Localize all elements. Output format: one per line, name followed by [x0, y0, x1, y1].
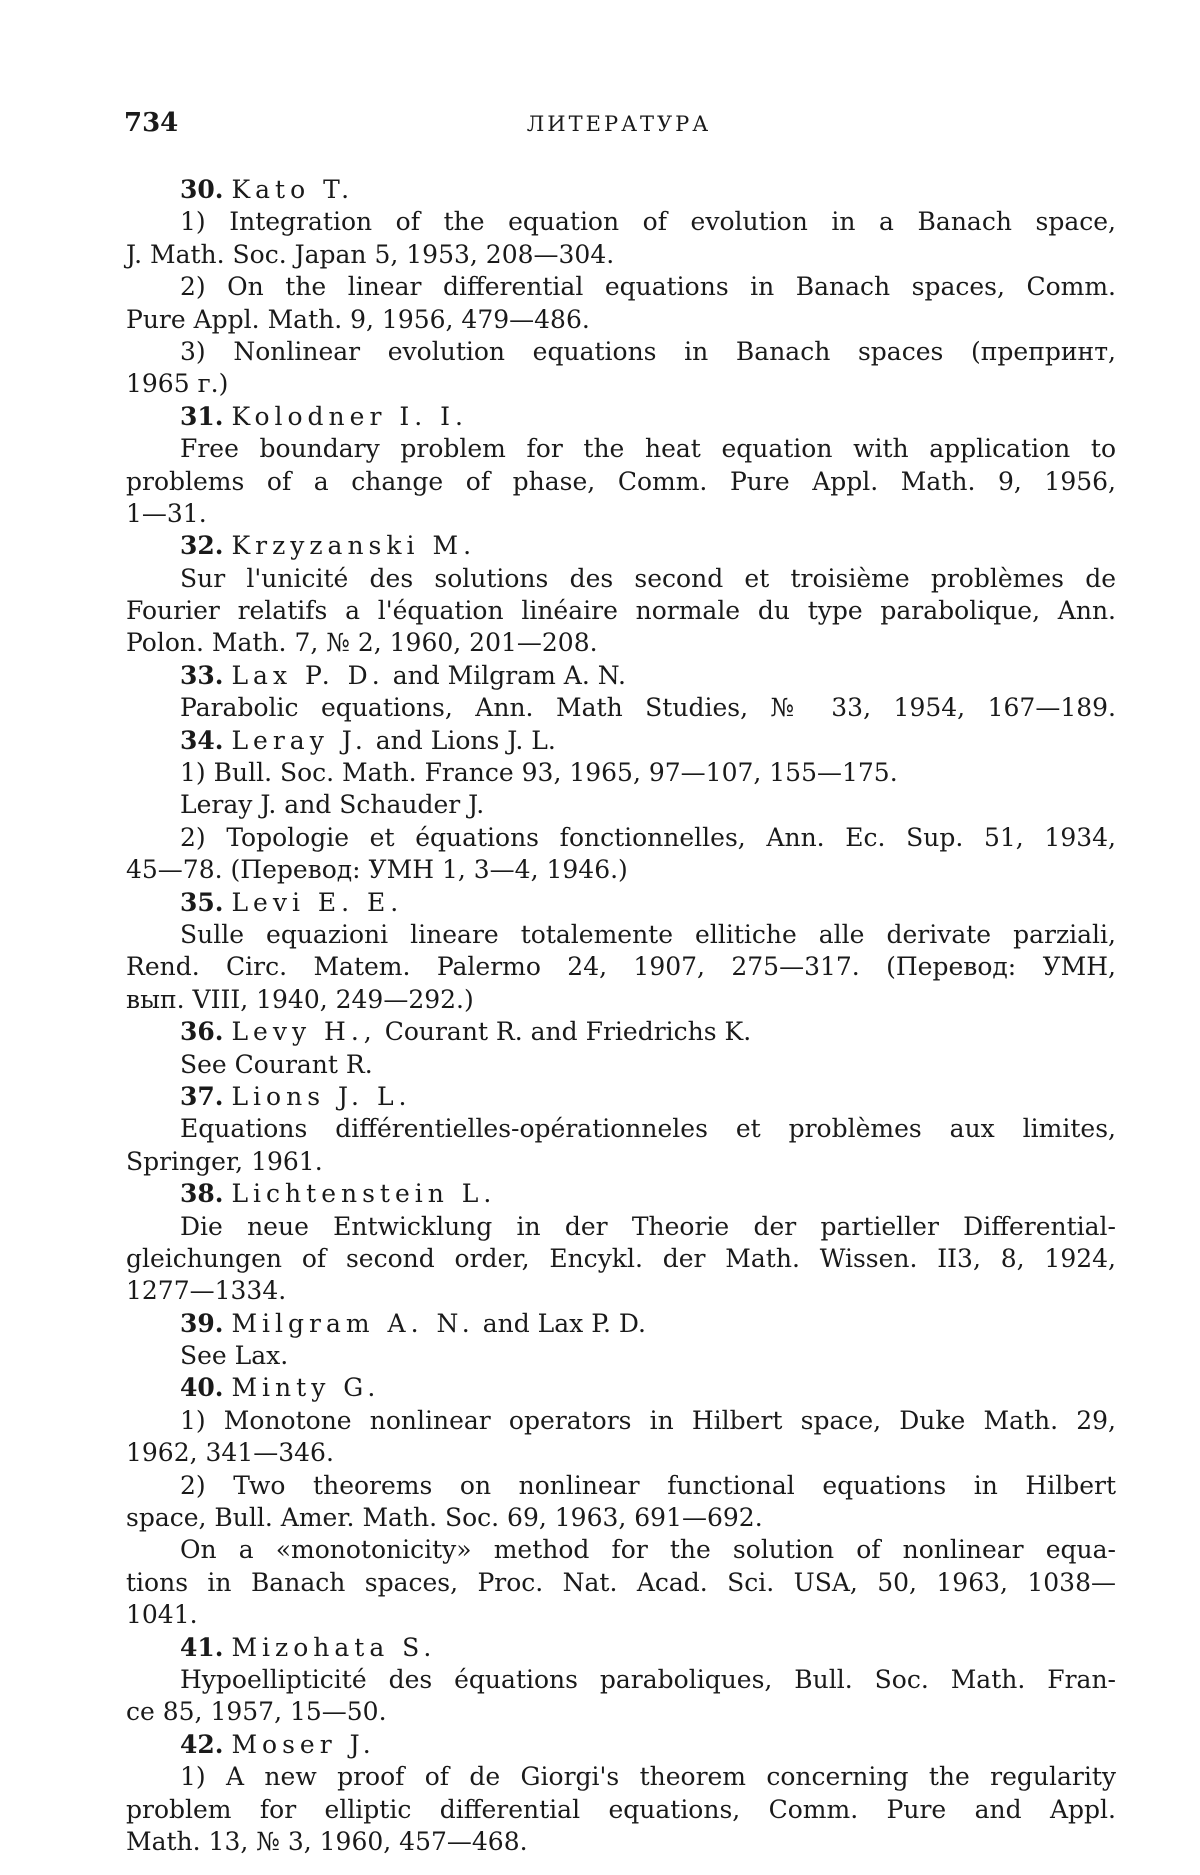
- reference-heading: [126, 174, 1116, 206]
- reference-number: 35.: [180, 888, 224, 917]
- reference-coauthors: Courant R. and Friedrichs K.: [385, 1017, 751, 1046]
- reference-text-line: 1277—1334.: [126, 1275, 1116, 1307]
- reference-text-line: 3) Nonlinear evolution equations in Banach spaces (препринт,: [126, 336, 1116, 368]
- reference-text-line: 1965 г.): [126, 368, 1116, 400]
- reference-text-line: J. Math. Soc. Japan 5, 1953, 208—304.: [126, 239, 1116, 271]
- reference-author: Moser J.: [231, 1730, 375, 1759]
- reference-coauthors: and Lions J. L.: [376, 726, 556, 755]
- reference-coauthors: and Milgram A. N.: [393, 661, 626, 690]
- reference-text-line: Math. 13, № 3, 1960, 457—468.: [126, 1826, 1116, 1858]
- reference-text-line: 45—78. (Перевод: УМН 1, 3—4, 1946.): [126, 854, 1116, 886]
- bibliography-list: [126, 174, 1116, 1858]
- reference-heading: [126, 1632, 1116, 1664]
- reference-number: 30.: [180, 175, 224, 204]
- reference-text-line: 1041.: [126, 1599, 1116, 1631]
- reference-text-line: Pure Appl. Math. 9, 1956, 479—486.: [126, 304, 1116, 336]
- reference-heading: [126, 1372, 1116, 1404]
- reference-coauthors: and Lax P. D.: [483, 1309, 646, 1338]
- reference-number: 32.: [180, 531, 224, 560]
- reference-heading: [126, 530, 1116, 562]
- reference-author: Krzyzanski M.: [231, 531, 476, 560]
- running-title: ЛИТЕРАТУРА: [124, 112, 1114, 136]
- reference-text-line: Leray J. and Schauder J.: [126, 789, 1116, 821]
- reference-author: Milgram A. N.: [231, 1309, 474, 1338]
- reference-author: Mizohata S.: [231, 1633, 436, 1662]
- reference-author: Lax P. D.: [231, 661, 384, 690]
- reference-heading: [126, 725, 1116, 757]
- reference-heading: [126, 1016, 1116, 1048]
- reference-text-line: 1) Bull. Soc. Math. France 93, 1965, 97—107, 155—175.: [126, 757, 1116, 789]
- reference-heading: [126, 1729, 1116, 1761]
- reference-author: Leray J.: [231, 726, 367, 755]
- reference-number: 34.: [180, 726, 224, 755]
- reference-heading: [126, 401, 1116, 433]
- reference-heading: [126, 1081, 1116, 1113]
- reference-author: Levi E. E.: [231, 888, 403, 917]
- reference-text-line: Free boundary problem for the heat equation with application to: [126, 433, 1116, 465]
- reference-number: 38.: [180, 1179, 224, 1208]
- reference-number: 42.: [180, 1730, 224, 1759]
- reference-text-line: 2) Two theorems on nonlinear functional equations in Hilbert: [126, 1470, 1116, 1502]
- reference-text-line: 1962, 341—346.: [126, 1437, 1116, 1469]
- page-number: 734: [124, 108, 178, 138]
- reference-text-line: Sulle equazioni lineare totalemente ellitiche alle derivate parziali,: [126, 919, 1116, 951]
- reference-author: Lions J. L.: [231, 1082, 411, 1111]
- reference-author: Kolodner I. I.: [231, 402, 468, 431]
- reference-text-line: 2) On the linear differential equations in Banach spaces, Comm.: [126, 271, 1116, 303]
- reference-text-line: Die neue Entwicklung in der Theorie der partieller Differential-: [126, 1211, 1116, 1243]
- reference-text-line: 1) Integration of the equation of evolution in a Banach space,: [126, 206, 1116, 238]
- reference-number: 40.: [180, 1373, 224, 1402]
- reference-text-line: Parabolic equations, Ann. Math Studies, № 33, 1954, 167—189.: [126, 692, 1116, 724]
- reference-text-line: вып. VIII, 1940, 249—292.): [126, 984, 1116, 1016]
- reference-author: Lichtenstein L.: [231, 1179, 496, 1208]
- reference-heading: [126, 660, 1116, 692]
- reference-number: 33.: [180, 661, 224, 690]
- reference-text-line: 1—31.: [126, 498, 1116, 530]
- reference-number: 39.: [180, 1309, 224, 1338]
- reference-text-line: 2) Topologie et équations fonctionnelles, Ann. Ec. Sup. 51, 1934,: [126, 822, 1116, 854]
- reference-text-line: Sur l'unicité des solutions des second et troisième problèmes de: [126, 563, 1116, 595]
- reference-author: Levy H.,: [231, 1017, 376, 1046]
- reference-heading: [126, 887, 1116, 919]
- reference-number: 41.: [180, 1633, 224, 1662]
- reference-text-line: Springer, 1961.: [126, 1146, 1116, 1178]
- reference-text-line: See Lax.: [126, 1340, 1116, 1372]
- reference-heading: [126, 1308, 1116, 1340]
- reference-number: 36.: [180, 1017, 224, 1046]
- reference-text-line: space, Bull. Amer. Math. Soc. 69, 1963, 691—692.: [126, 1502, 1116, 1534]
- reference-text-line: 1) A new proof of de Giorgi's theorem concerning the regularity: [126, 1761, 1116, 1793]
- reference-text-line: problem for elliptic differential equations, Comm. Pure and Appl.: [126, 1794, 1116, 1826]
- reference-text-line: problems of a change of phase, Comm. Pure Appl. Math. 9, 1956,: [126, 466, 1116, 498]
- reference-text-line: ce 85, 1957, 15—50.: [126, 1696, 1116, 1728]
- reference-text-line: Hypoellipticité des équations paraboliques, Bull. Soc. Math. Fran-: [126, 1664, 1116, 1696]
- reference-text-line: gleichungen of second order, Encykl. der Math. Wissen. II3, 8, 1924,: [126, 1243, 1116, 1275]
- reference-text-line: Fourier relatifs a l'équation linéaire normale du type parabolique, Ann.: [126, 595, 1116, 627]
- reference-author: Minty G.: [231, 1373, 380, 1402]
- reference-text-line: tions in Banach spaces, Proc. Nat. Acad. Sci. USA, 50, 1963, 1038—: [126, 1567, 1116, 1599]
- reference-number: 31.: [180, 402, 224, 431]
- reference-number: 37.: [180, 1082, 224, 1111]
- page-header: [124, 108, 1114, 148]
- reference-text-line: 1) Monotone nonlinear operators in Hilbert space, Duke Math. 29,: [126, 1405, 1116, 1437]
- reference-text-line: See Courant R.: [126, 1049, 1116, 1081]
- reference-text-line: Polon. Math. 7, № 2, 1960, 201—208.: [126, 627, 1116, 659]
- reference-text-line: On a «monotonicity» method for the solution of nonlinear equa-: [126, 1534, 1116, 1566]
- reference-author: Kato T.: [231, 175, 354, 204]
- reference-heading: [126, 1178, 1116, 1210]
- reference-text-line: Rend. Circ. Matem. Palermo 24, 1907, 275—317. (Перевод: УМН,: [126, 951, 1116, 983]
- reference-text-line: Equations différentielles-opérationneles et problèmes aux limites,: [126, 1113, 1116, 1145]
